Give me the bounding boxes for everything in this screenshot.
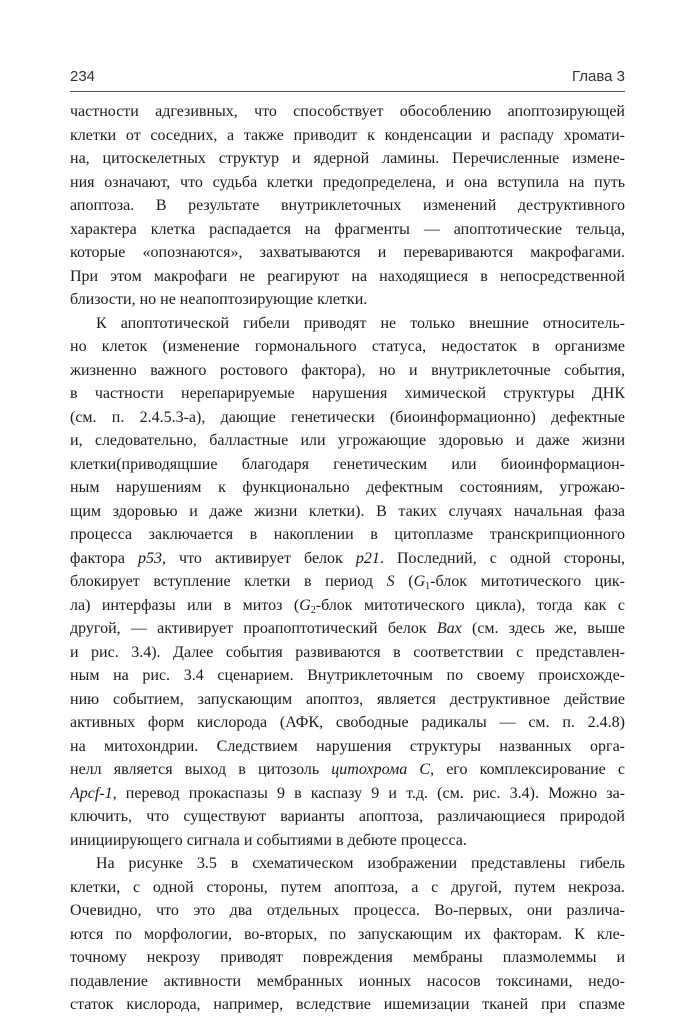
text-line: блокирует вступление клетки в период S ($G_1$-блок митотического цик- (70, 573, 625, 592)
text-line: на митохондрии. Следствием нарушения структуры названных орга- (70, 737, 625, 755)
paragraph-3 (70, 852, 625, 1017)
paragraph-1 (70, 100, 625, 312)
text-line: подавление активности мембранных ионных насосов токсинами, недо- (70, 972, 625, 990)
text-line: При этом макрофаги не реагируют на находящиеся в непосредственной (70, 267, 625, 285)
text-line: ным нарушениям к функционально дефектным состояниям, угрожаю- (70, 479, 625, 496)
text-line: на, цитоскелетных структур и ядерной ламины. Перечисленные измене- (70, 150, 625, 167)
text-line: клетки(приводящшие благодаря генетическим или биоинформацион- (70, 455, 625, 473)
chapter-title: Глава 3 (571, 68, 625, 85)
text-line: апоптоза. В результате внутриклеточных изменений деструктивного (70, 197, 625, 214)
gene-p21: p21 (355, 549, 380, 567)
text-line: Очевидно, что это два отдельных процесса. Во-первых, они различа- (70, 902, 625, 919)
text-line: фактора p53, что активирует белок p21. Последний, с одной стороны, (70, 549, 625, 567)
text-line: другой, — активирует проапоптотический белок Bax (см. здесь же, выше (70, 620, 625, 637)
text-line: ния означают, что судьба клетки предопределена, и она вступила на путь (70, 173, 625, 191)
text-line: ным на рис. 3.4 сценарием. Внутриклеточным по своему происхожде- (70, 667, 625, 684)
text-line: и, следовательно, балластные или угрожающие здоровью и даже жизни (70, 432, 625, 449)
text-line: щим здоровью и даже жизни клетки). В таких случаях начальная фаза (70, 502, 625, 520)
text-line: (см. п. 2.4.5.3-а), дающие генетически (биоинформационно) дефектные (70, 408, 625, 426)
text-line: ключить, что существуют варианты апоптоза, различающиеся природой (70, 808, 625, 825)
text-line: активных форм кислорода (АФК, свободные радикалы — см. п. 2.4.8) (70, 714, 625, 731)
text-line: жизненно важного ростового фактора), но и внутриклеточные события, (70, 361, 625, 379)
page-number: 234 (70, 68, 96, 85)
text-line: характера клетка распадается на фрагменты — апоптотические тельца, (70, 220, 625, 238)
text-line: ла) интерфазы или в митоз ($G_2$-блок митотического цикла), тогда как с (70, 596, 625, 616)
text-line: нелл является выход в цитозоль цитохрома С, его комплексирование с (70, 761, 625, 778)
text-line: частности адгезивных, что способствует обособлению апоптозирующей (70, 103, 625, 120)
text-line: которые «опознаются», захватываются и перевариваются макрофагами. (70, 244, 625, 261)
running-header (70, 68, 625, 92)
text-line: На рисунке 3.5 в схематическом изображении представлены гибель (96, 855, 625, 872)
text-line: процесса заключается в накоплении в цитоплазме транскрипционного (70, 526, 625, 543)
body-text (70, 100, 625, 1017)
header-rule (70, 91, 625, 92)
text-line: ются по морфологии, во-вторых, по запускающим их факторам. К кле- (70, 925, 625, 943)
text-line: но клеток (изменение гормонального статуса, недостаток в организме (70, 338, 625, 355)
protein-bax: Bax (436, 620, 462, 637)
text-line: клетки от соседних, а также приводит к конденсации и распаду хромати- (70, 126, 625, 144)
text-line: точному некрозу приводят повреждения мембраны плазмолеммы и (70, 949, 625, 966)
text-line: клетки, с одной стороны, путем апоптоза, а с другой, путем некроза. (70, 878, 625, 896)
text-line: статок кислорода, например, вследствие ишемизации тканей при спазме (70, 996, 625, 1013)
cytochrome-c: цитохрома С (331, 761, 431, 778)
gene-p53: p53 (137, 549, 162, 567)
text-line: близости, но не неапоптозирующие клетки. (70, 291, 368, 308)
text-line: К апоптотической гибели приводят не только внешние относитель- (96, 314, 625, 332)
text-line: инициирующего сигнала и событиями в дебюте процесса. (70, 831, 467, 849)
paragraph-2 (70, 312, 625, 853)
apcf-1: Apcf-1 (70, 784, 113, 802)
text-line: и рис. 3.4). Далее события развиваются в соответствии с представлен- (70, 643, 625, 661)
text-line: в частности нерепарируемые нарушения химической структуры ДНК (70, 385, 625, 402)
text-line: нию событием, запускающим апоптоз, является деструктивное действие (70, 690, 625, 708)
text-line: Apcf-1, перевод прокаспазы 9 в каспазу 9 и т.д. (см. рис. 3.4). Можно за- (70, 784, 625, 802)
